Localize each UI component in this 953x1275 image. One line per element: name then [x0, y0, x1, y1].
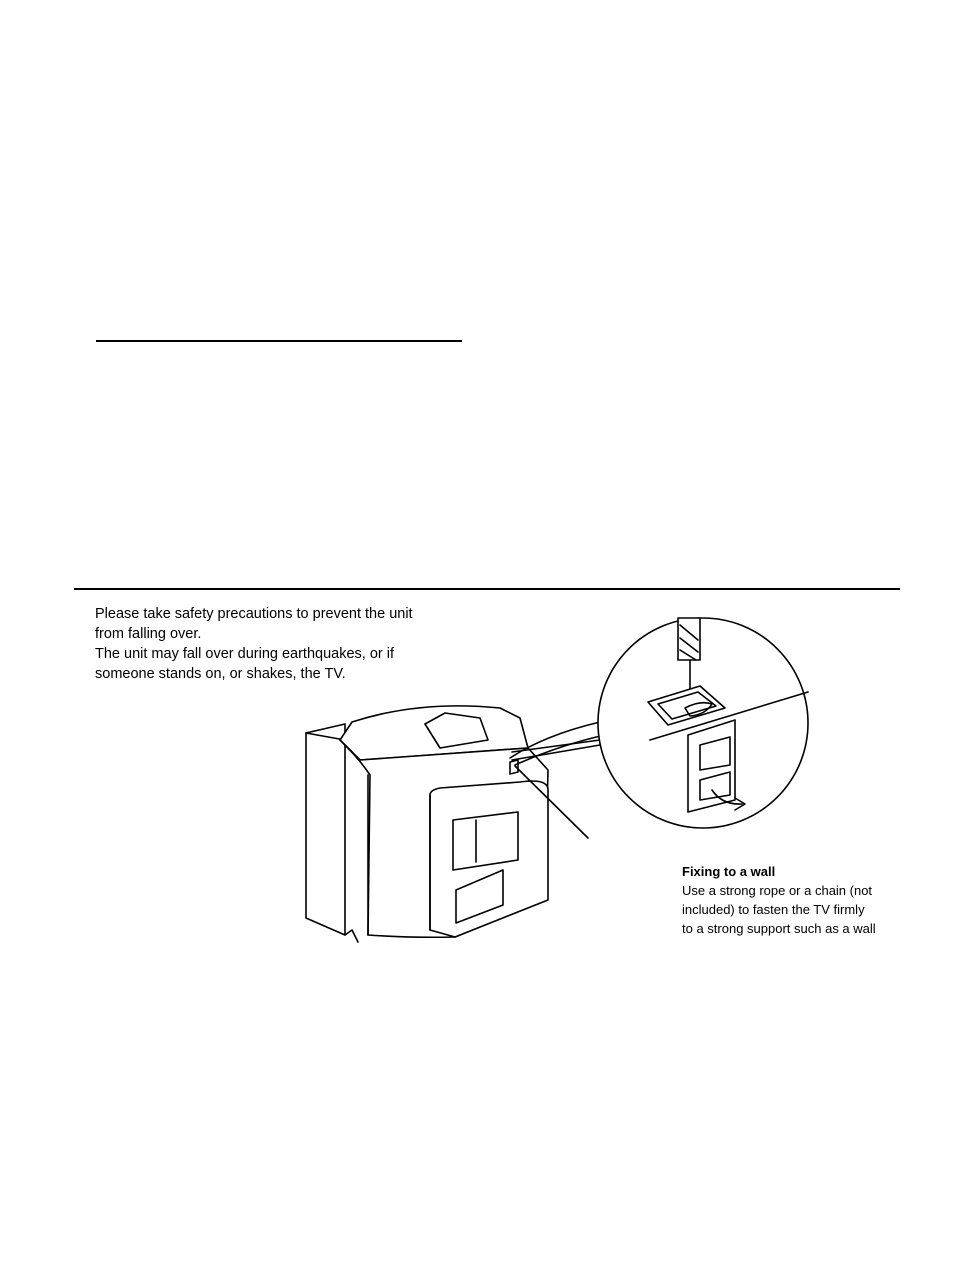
intro-line-1: Please take safety precautions to prevent the unit [95, 606, 413, 622]
caption-title: Fixing to a wall [682, 864, 776, 879]
caption-line-1: Use a strong rope or a chain (not [682, 883, 873, 898]
caption-line-3: to a strong support such as a wall [682, 921, 876, 936]
caption-line-2: included) to fasten the TV firmly [682, 902, 865, 917]
section-divider-long [74, 588, 900, 590]
section-divider-short [96, 340, 462, 342]
wall-anchor-detail-icon [598, 618, 808, 828]
intro-line-3: The unit may fall over during earthquakes, or if [95, 646, 395, 662]
tv-rear-icon [306, 706, 600, 942]
intro-line-2: from falling over. [95, 626, 202, 642]
fixing-caption [682, 862, 912, 938]
intro-line-4: someone stands on, or shakes, the TV. [95, 666, 346, 682]
